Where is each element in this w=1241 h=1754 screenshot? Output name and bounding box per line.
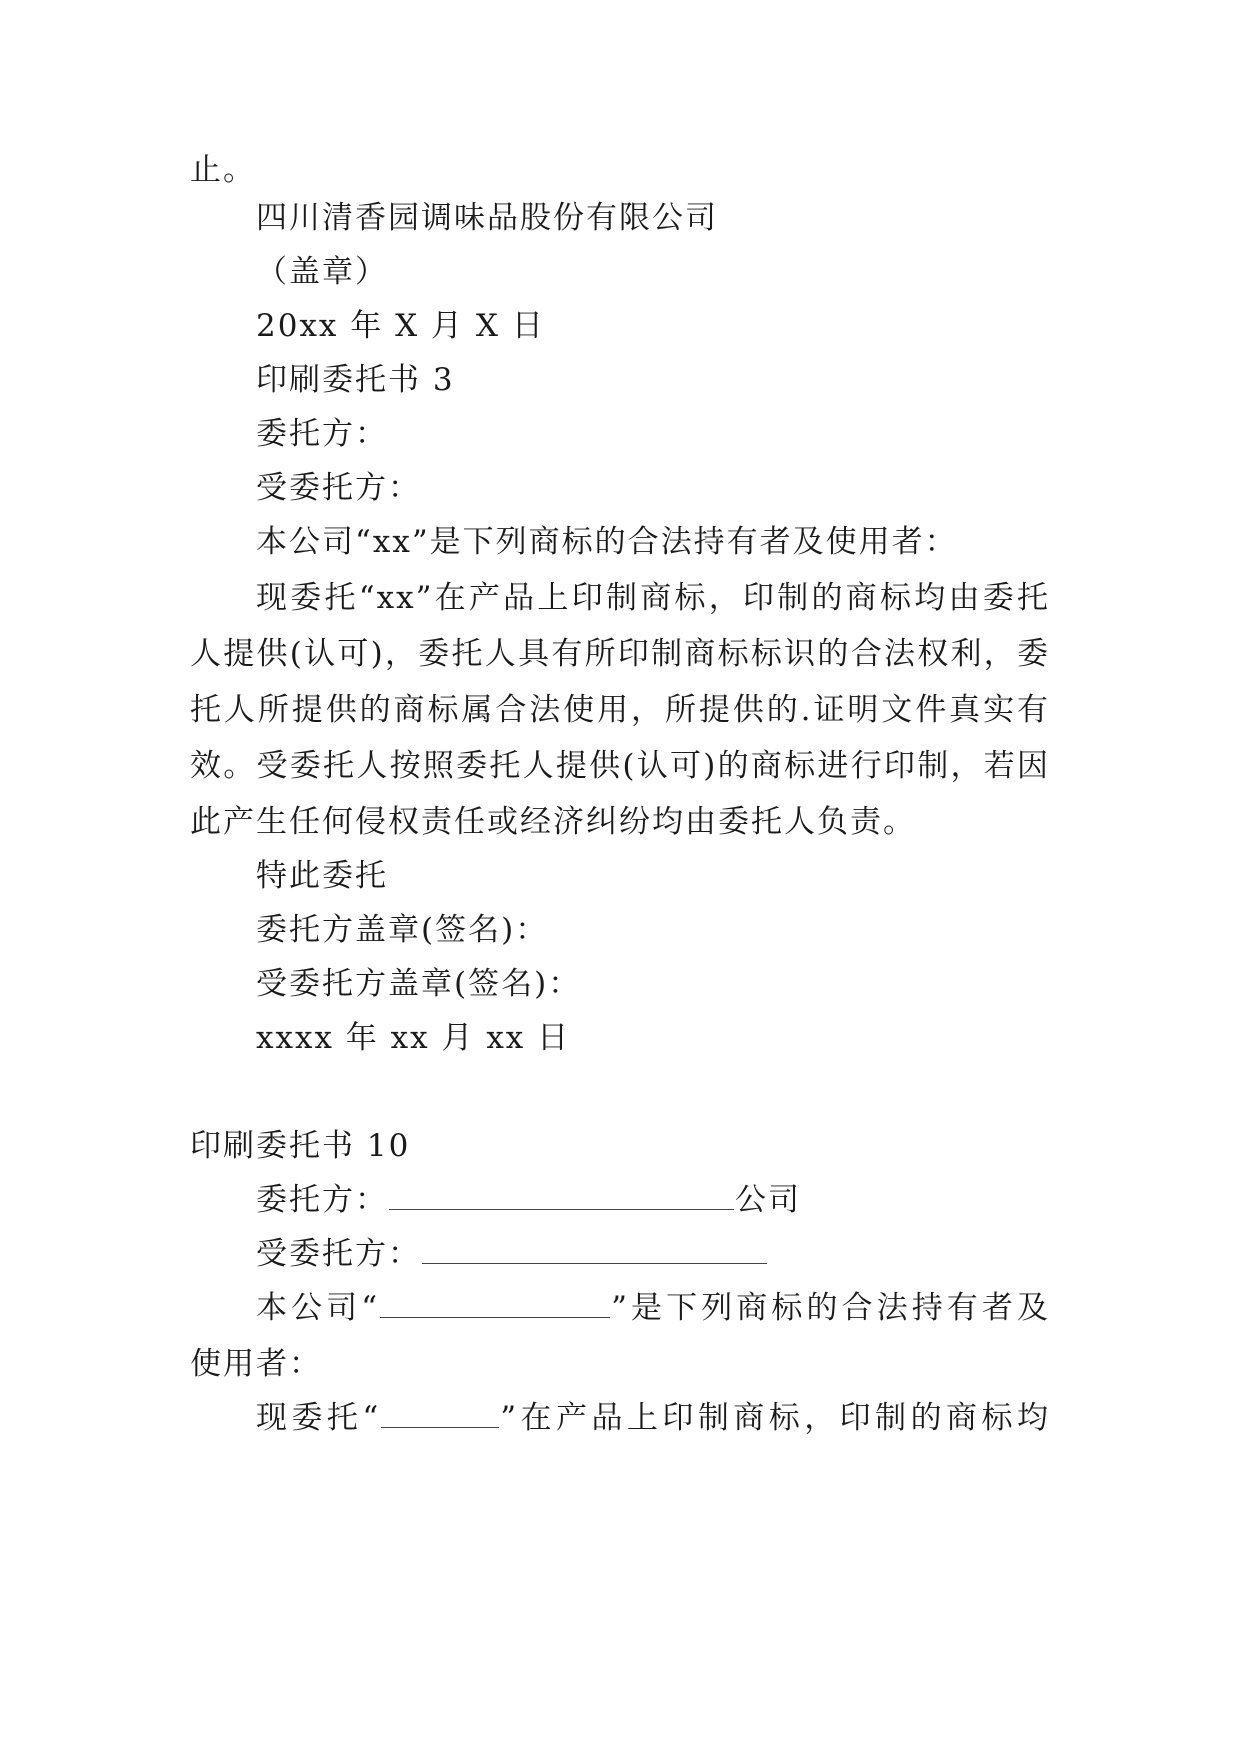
date-line: 20xx 年 X 月 X 日 bbox=[256, 308, 545, 344]
text-line: 本公司“xx”是下列商标的合法持有者及使用者： bbox=[256, 524, 958, 560]
date-line: xxxx 年 xx 月 xx 日 bbox=[256, 1020, 571, 1056]
seal-label: （盖章） bbox=[256, 254, 388, 290]
blank-field bbox=[422, 1237, 767, 1264]
text-line: 止。 bbox=[190, 152, 256, 188]
contractor-label: 受委托方： bbox=[256, 1236, 421, 1272]
text-segment: 本公司“ bbox=[256, 1290, 380, 1326]
section-title: 印刷委托书 3 bbox=[256, 362, 455, 398]
company-suffix: 公司 bbox=[735, 1182, 801, 1218]
text-segment: ”在产品上印制商标，印制的商标均 bbox=[500, 1400, 1050, 1436]
text-line: 特此委托 bbox=[256, 858, 388, 894]
trademark-line bbox=[256, 1288, 1050, 1328]
blank-field bbox=[380, 1291, 610, 1318]
text-line: 使用者： bbox=[190, 1346, 322, 1382]
contractor-signature-label: 受委托方盖章(签名)： bbox=[256, 966, 582, 1002]
client-signature-label: 委托方盖章(签名)： bbox=[256, 912, 549, 948]
text-segment: 现委托“ bbox=[256, 1400, 381, 1436]
paragraph-line: 效。受委托人按照委托人提供(认可)的商标进行印制，若因 bbox=[190, 748, 1050, 784]
paragraph-line: 托人所提供的商标属合法使用，所提供的.证明文件真实有 bbox=[190, 692, 1050, 728]
paragraph-line: 此产生任何侵权责任或经济纠纷均由委托人负责。 bbox=[190, 804, 916, 840]
contractor-line bbox=[256, 1234, 1050, 1274]
entrust-line bbox=[256, 1398, 1050, 1438]
client-label: 委托方： bbox=[256, 416, 388, 452]
company-name: 四川清香园调味品股份有限公司 bbox=[256, 200, 718, 236]
contractor-label: 受委托方： bbox=[256, 470, 421, 506]
paragraph-line: 现委托“xx”在产品上印制商标，印制的商标均由委托 bbox=[256, 580, 1050, 616]
client-line bbox=[256, 1180, 1050, 1220]
section-title: 印刷委托书 10 bbox=[190, 1128, 411, 1164]
client-label: 委托方： bbox=[256, 1182, 388, 1218]
blank-field bbox=[381, 1401, 499, 1428]
paragraph-line: 人提供(认可)，委托人具有所印制商标标识的合法权利，委 bbox=[190, 636, 1050, 672]
blank-field bbox=[389, 1183, 734, 1210]
text-segment: ”是下列商标的合法持有者及 bbox=[611, 1290, 1050, 1326]
